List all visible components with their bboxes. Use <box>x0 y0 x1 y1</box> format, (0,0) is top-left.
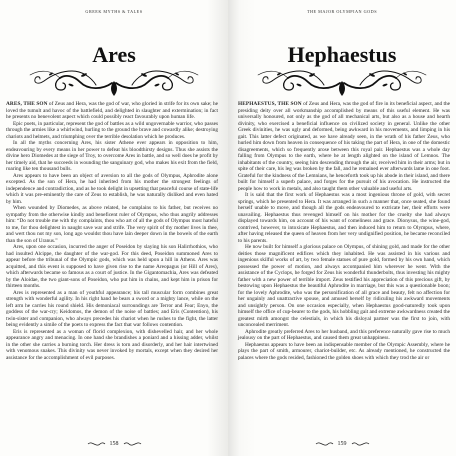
paragraph: Aphrodite greatly preferred Ares to her husband, and this preference naturally gave rise to much jealousy on the part of Hephaestus, and caused them great unhappiness. <box>238 328 450 341</box>
paragraph: When wounded by Diomedes, as above related, he complains to his father, but receives no sympathy from the otherwise kindly and beneficent ruler of Olympus, who thus angrily addresses him: “Do not trouble me with thy complaints, thou who art of all the gods of Olympus most hateful to me, for thou delightest in naught save war and strife. The very spirit of thy mother lives in thee, and wert thou not my son, long ago wouldst thou have lain deeper down in the bowels of the earth than the son of Uranus.” <box>6 205 218 244</box>
body-text <box>6 101 218 361</box>
paragraph: Epic poets, in particular, represent the god of battles as a wild ungovernable warrior, who passes through the armies like a whirlwind, hurling to the ground the brave and cowardly alike; destroying chariots and helmets, and triumphing over the terrible desolation which he produces. <box>6 120 218 140</box>
right-page <box>228 0 456 456</box>
body-text <box>238 101 450 361</box>
paragraph: Hephaestus appears to have been an indispensable member of the Olympic Assembly, where he plays the part of smith, armourer, chariot-builder, etc. As already mentioned, he constructed the palaces where the gods resided, fashioned the golden shoes with which they trod the air or <box>238 341 450 361</box>
running-head: GREEK MYTHS & TALES <box>85 9 143 14</box>
page-number-footer <box>0 439 228 449</box>
swirl-icon <box>315 440 335 448</box>
chapter-title: Hephaestus <box>287 42 397 67</box>
swirl-icon <box>122 440 142 448</box>
intro-paragraph <box>6 101 218 121</box>
lead-in: ARES, THE SON <box>6 101 48 107</box>
chapter-title: Ares <box>92 42 136 67</box>
paragraph: It is said that the first work of Hephaestus was a most ingenious throne of gold, with secret springs, which he presented to Hera. It was arranged in such a manner that, once seated, she found herself unable to move, and though all the gods endeavoured to extricate her, their efforts were unavailing. Hephaestus thus revenged himself on his mother for the cruelty she had always displayed towards him, on account of his want of comeliness and grace. Dionysus, the wine-god, contrived, however, to intoxicate Hephaestus, and then induced him to return to Olympus, where, after having released the queen of heaven from her very undignified position, he became reconciled to his parents. <box>238 192 450 244</box>
page-number: 159 <box>337 441 347 447</box>
intro-text: of Zeus and Hera, was the god of war, who gloried in strife for its own sake; he loved the tumult and havoc of the battlefield, and delighted in slaughter and extermination; in fact he presents no benevolent aspect which could possibly react favourably upon human life. <box>6 101 218 120</box>
paragraph: Ares, upon one occasion, incurred the anger of Poseidon by slaying his son Halirrhothios, who had insulted Alcippe, the daughter of the war-god. For this deed, Poseidon summoned Ares to appear before the tribunal of the Olympic gods, which was held upon a hill in Athens. Ares was acquitted, and this event is supposed to have given rise to the name Areopagus (or Hill of Ares), which afterwards became so famous as a court of justice. In the Gigantomachia, Ares was defeated by the Aloidae, the two giant-sons of Poseidon, who put him in chains, and kept him in prison for thirteen months. <box>6 244 218 289</box>
intro-text: of Zeus and Hera, was the god of fire in its beneficial aspect, and the presiding deity over all workmanship accomplished by means of this useful element. He was universally honoured, not only as the god of all mechanical arts, but also as a house and hearth divinity, who exercised a beneficial influence on civilized society in general. Unlike the other Greek divinities, he was ugly and deformed, being awkward in his movements, and limping in his gait. This latter defect originated, as we have already seen, in the wrath of his father Zeus, who hurled him down from heaven in consequence of his taking the part of Hera, in one of the domestic disagreements, which so frequently arose between this royal pair. Hephaestus was a whole day falling from Olympus to the earth, where he at length alighted on the island of Lemnos. The inhabitants of the country, seeing him descending through the air, received him in their arms; but in spite of their care, his leg was broken by the fall, and he remained ever afterwards lame in one foot. Grateful for the kindness of the Lemnians, he henceforth took up his abode in their island, and there built for himself a superb palace, and forges for the pursuit of his avocation. He instructed the people how to work in metals, and also taught them other valuable and useful arts. <box>238 101 450 192</box>
swirl-icon <box>87 440 107 448</box>
page-number: 158 <box>109 441 119 447</box>
intro-paragraph <box>238 101 450 192</box>
swirl-icon <box>350 440 370 448</box>
page-number-footer <box>228 439 456 449</box>
scroll-flourish-icon <box>252 63 432 97</box>
scroll-flourish-icon <box>24 63 204 97</box>
paragraph: Ares is represented as a man of youthful appearance; his tall muscular form combines great strength with wonderful agility. In his right hand he bears a sword or a mighty lance, while on the left arm he carries his round shield. His demoniacal surroundings are Terror and Fear; Enyo, the goddess of the war-cry; Keidomos, the demon of the noise of battles; and Eris (Contention), his twin-sister and companion, who always precedes his chariot when he rushes to the fight, the latter being evidently a simile of the poets to express the fact that war follows contention. <box>6 289 218 328</box>
running-head: THE MAJOR OLYMPIAN GODS <box>306 9 378 14</box>
paragraph: In all the myths concerning Ares, his sister Athene ever appears in opposition to him, endeavouring by every means in her power to defeat his bloodthirsty designs. Thus she assists the divine hero Diomedes at the siege of Troy, to overcome Ares in battle, and so well does he profit by her timely aid, that he succeeds in wounding the sanguinary god, who makes his exit from the field, roaring like ten thousand bulls. <box>6 140 218 172</box>
paragraph: Eris is represented as a woman of florid complexion, with dishevelled hair, and her whole appearance angry and menacing. In one hand she brandishes a poniard and a hissing adder, whilst in the other she carries a burning torch. Her dress is torn and disorderly, and her hair intertwined with venomous snakes. This divinity was never invoked by mortals, except when they desired her assistance for the accomplishment of evil purposes. <box>6 328 218 361</box>
paragraph: He now built for himself a glorious palace on Olympus, of shining gold, and made for the other deities those magnificent edifices which they inhabited. He was assisted in his various and ingenious skilful works of art, by two female statues of pure gold, formed by his own hand, which possessed the power of motion, and always accompanied him wherever he went. With the assistance of the Cyclops, he forged for Zeus his wonderful thunderbolts, thus investing his mighty father with a new power of terrible import. Zeus testified his appreciation of this precious gift, by bestowing upon Hephaestus the beautiful Aphrodite in marriage, but this was a questionable boon; for the lovely Aphrodite, who was the personification of all grace and beauty, felt no affection for her ungainly and unattractive spouse, and amused herself by ridiculing his awkward movements and unsightly person. On one occasion especially, when Hephaestus good-naturedly took upon himself the office of cup-bearer to the gods, his hobbling gait and extreme awkwardness created the greatest mirth amongst the celestials, in which his disloyal partner was the first to join, with unconcealed merriment. <box>238 244 450 328</box>
paragraph: Ares appears to have been an object of aversion to all the gods of Olympus, Aphrodite alone excepted. As the son of Hera, he had inherited from his mother the strongest feelings of independence and contradiction, and as he took delight in upsetting that peaceful course of state-life which it was pre-eminently the care of Zeus to establish, he was naturally disliked and even hated by him. <box>6 172 218 205</box>
lead-in: HEPHAESTUS, THE SON <box>238 101 302 107</box>
